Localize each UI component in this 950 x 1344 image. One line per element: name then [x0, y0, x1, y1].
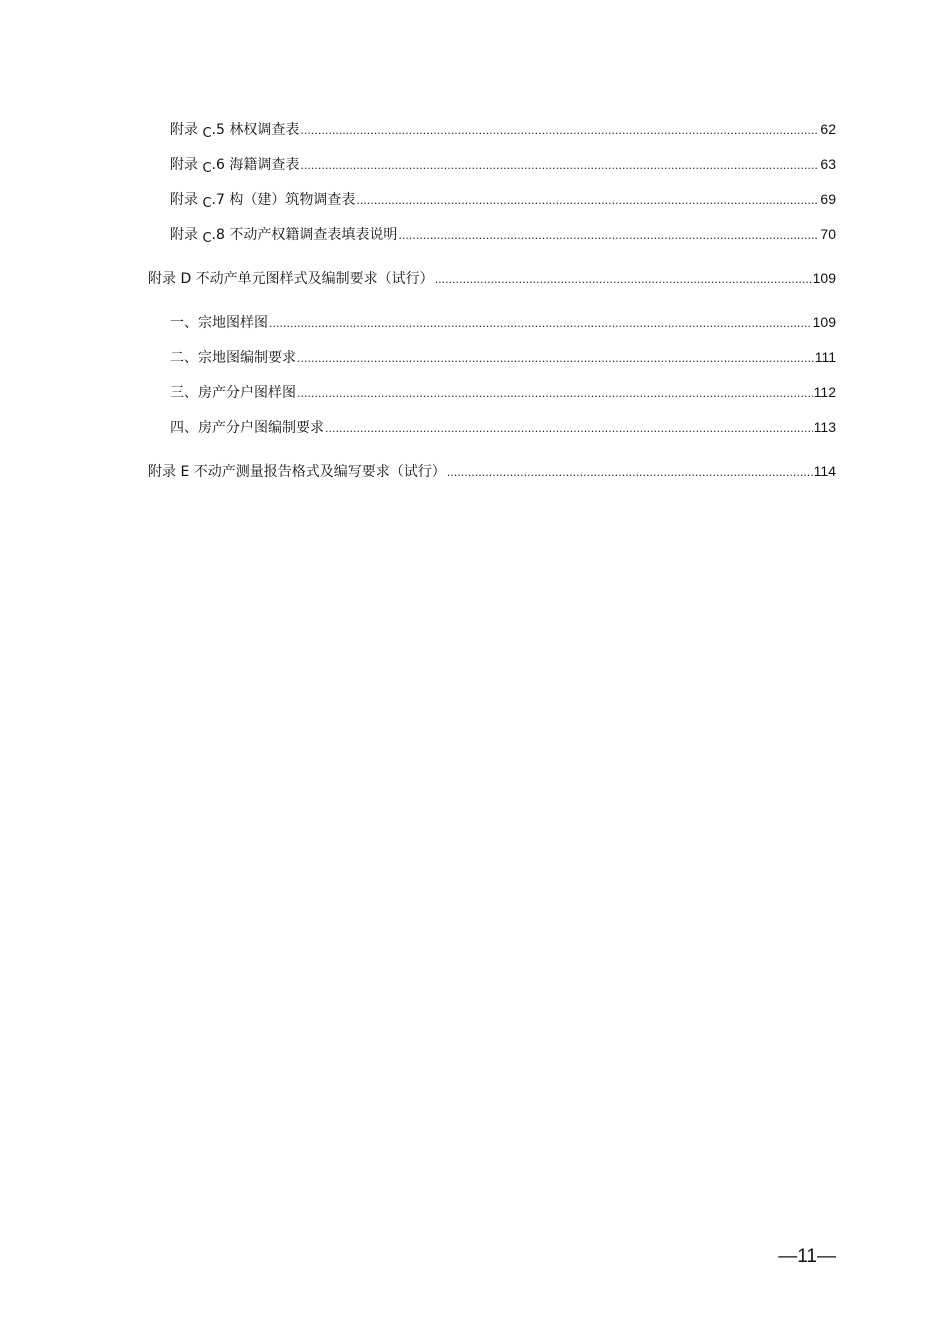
- toc-dot-leader: [300, 121, 819, 141]
- toc-entry-page: 113: [813, 419, 836, 435]
- toc-entry[interactable]: [170, 382, 836, 404]
- toc-entry[interactable]: [170, 154, 836, 176]
- toc-entry[interactable]: [170, 312, 836, 334]
- toc-dot-leader: [398, 226, 819, 246]
- toc-entry-page: 62: [820, 121, 836, 137]
- toc-entry-page: 69: [820, 191, 836, 207]
- toc-entry-page: 112: [813, 384, 836, 400]
- toc-entry-label: 四、房产分户图编制要求: [170, 420, 324, 436]
- toc-entry-page: 109: [812, 314, 836, 330]
- toc-entry[interactable]: [170, 224, 836, 246]
- toc-dot-leader: [447, 463, 813, 483]
- toc-entry[interactable]: [170, 119, 836, 141]
- toc-entry-page: 109: [812, 270, 836, 286]
- toc-entry-page: 111: [814, 349, 836, 365]
- toc-entry-page: 63: [820, 156, 836, 172]
- toc-entry-page: 70: [820, 226, 836, 242]
- toc-dot-leader: [297, 349, 814, 369]
- toc-entry-appendix-e[interactable]: [148, 461, 836, 483]
- toc-entry-label: 附录 E 不动产测量报告格式及编写要求（试行）: [148, 464, 446, 480]
- toc-dot-leader: [297, 384, 813, 404]
- toc-entry-label: 三、房产分户图样图: [170, 385, 296, 401]
- toc-entry-page: 114: [813, 463, 836, 479]
- toc-entry[interactable]: [170, 347, 836, 369]
- toc-dot-leader: [300, 156, 819, 176]
- toc-entry[interactable]: [170, 417, 836, 439]
- toc-entry-label: 二、宗地图编制要求: [170, 350, 296, 366]
- toc-entry-label: 附录 D 不动产单元图样式及编制要求（试行）: [148, 271, 434, 287]
- toc-entry-label: 附录 C.5 林权调查表: [170, 122, 300, 141]
- page-number: —11—: [778, 1246, 836, 1267]
- toc-dot-leader: [325, 419, 813, 439]
- toc-entry-label: 附录 C.6 海籍调查表: [170, 157, 300, 176]
- toc-entry-appendix-d[interactable]: [148, 268, 836, 290]
- toc-entry-label: 一、宗地图样图: [170, 315, 268, 331]
- toc-entry-label: 附录 C.8 不动产权籍调查表填表说明: [170, 227, 398, 246]
- toc-entry-label: 附录 C.7 构（建）筑物调查表: [170, 192, 356, 211]
- toc-dot-leader: [435, 270, 812, 290]
- toc-dot-leader: [269, 314, 812, 334]
- toc-dot-leader: [356, 191, 819, 211]
- toc-entry[interactable]: [170, 189, 836, 211]
